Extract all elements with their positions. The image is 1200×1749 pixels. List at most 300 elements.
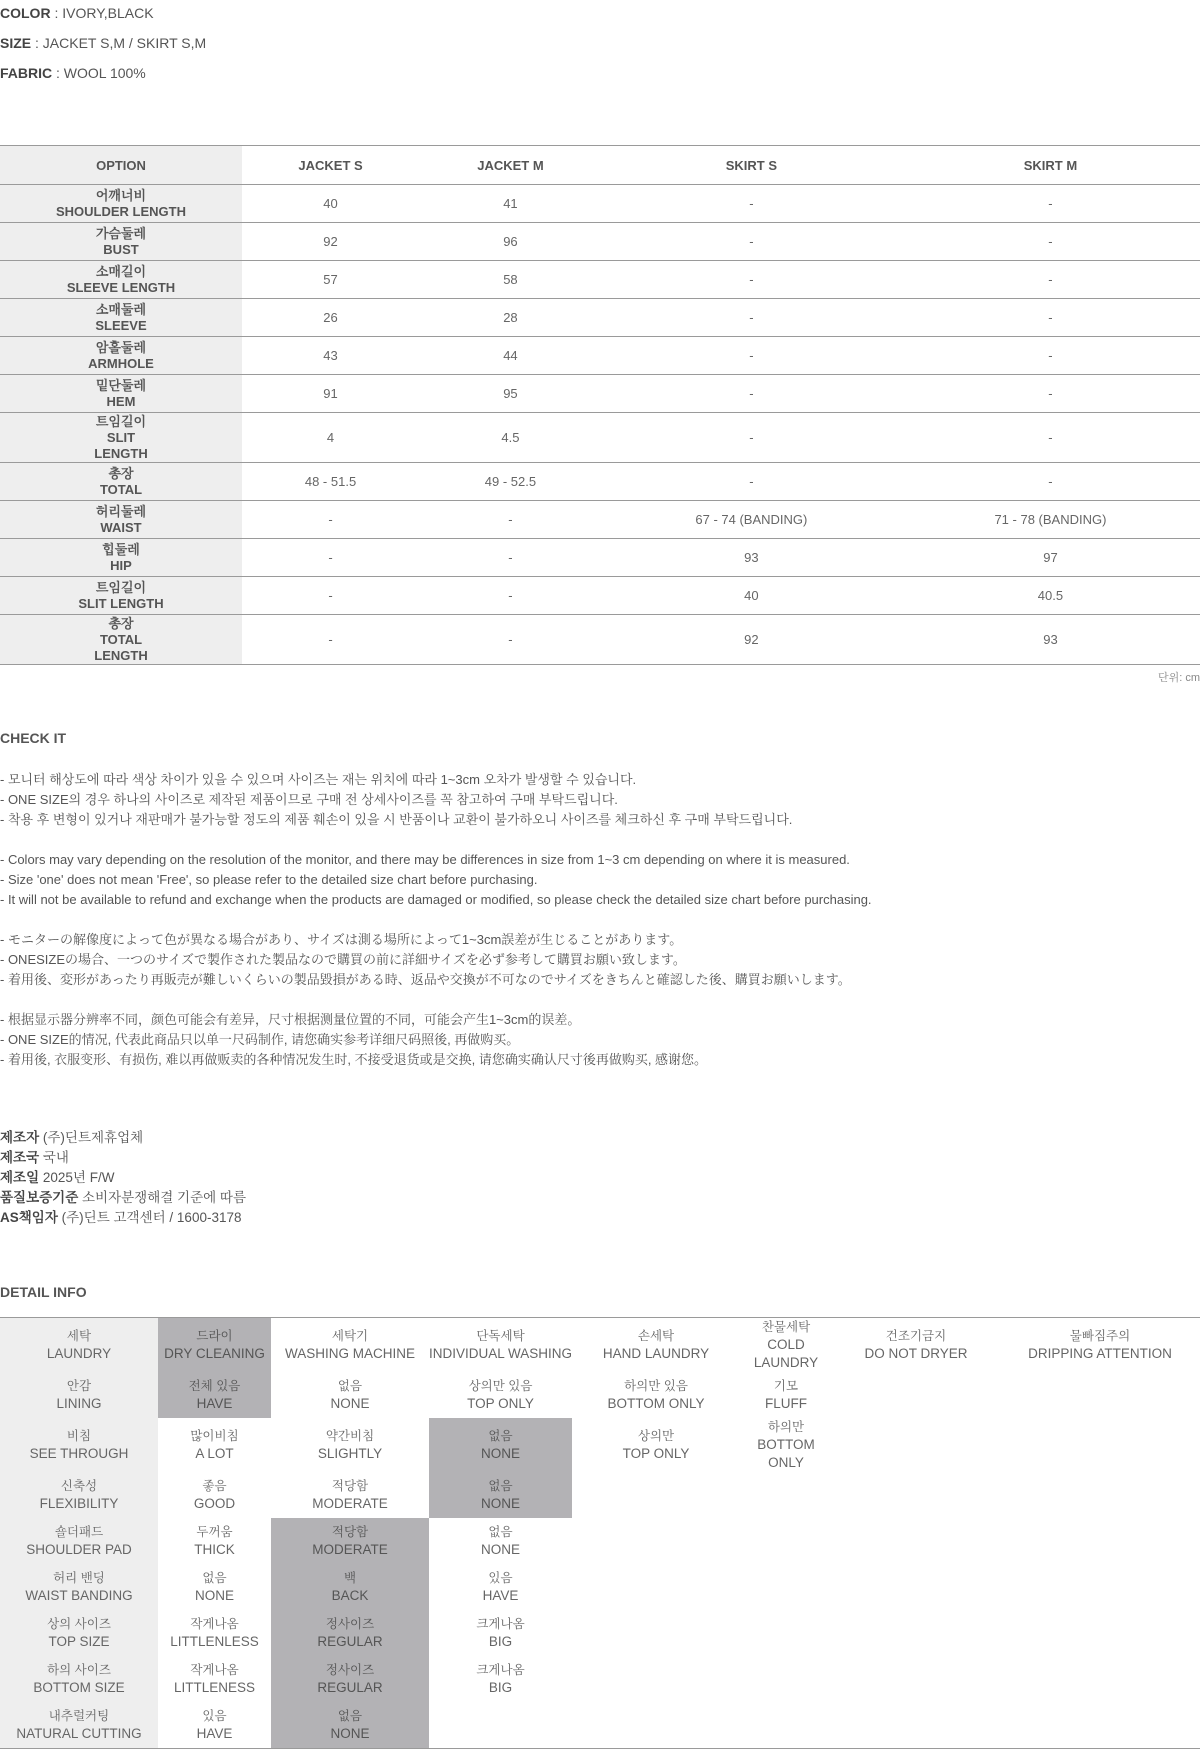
detail-option <box>1000 1564 1200 1610</box>
option-ko: 작게나옴 <box>190 1617 239 1631</box>
table-row <box>0 337 1200 375</box>
table-cell: 40 <box>602 577 901 615</box>
detail-option <box>740 1418 832 1472</box>
option-en: LITTLENLESS <box>170 1634 259 1649</box>
detail-option <box>158 1656 271 1702</box>
spec-label: COLOR <box>0 5 51 21</box>
row-label-en: ARMHOLE <box>88 355 154 371</box>
table-row <box>0 223 1200 261</box>
table-cell: - <box>901 413 1200 463</box>
option-ko: 크게나옴 <box>476 1663 525 1677</box>
detail-option <box>832 1656 1000 1702</box>
option-ko: 없음 <box>488 1525 513 1539</box>
row-label <box>0 299 242 337</box>
detail-option <box>158 1518 271 1564</box>
detail-option <box>572 1518 740 1564</box>
spec-value: : JACKET S,M / SKIRT S,M <box>31 35 207 51</box>
detail-option <box>1000 1418 1200 1472</box>
option-en: LITTLENESS <box>173 1680 256 1695</box>
note-line: - It will not be available to refund and exchange when the products are damaged or modified, so please check the detailed size chart before purchasing. <box>0 892 872 907</box>
info-label: AS책임자 <box>0 1210 58 1225</box>
header-jacket-s: JACKET S <box>242 146 419 185</box>
info-row <box>0 1128 246 1148</box>
detail-option <box>740 1472 832 1518</box>
detail-option <box>832 1318 1000 1373</box>
option-en: MODERATE <box>312 1542 388 1557</box>
detail-option <box>158 1564 271 1610</box>
detail-option <box>832 1564 1000 1610</box>
table-cell: - <box>419 539 602 577</box>
option-ko: 없음 <box>488 1429 513 1443</box>
table-cell: 49 - 52.5 <box>419 463 602 501</box>
detail-option <box>271 1472 429 1518</box>
option-ko: 없음 <box>202 1571 227 1585</box>
row-label-en: LENGTH <box>94 647 148 663</box>
detail-option <box>429 1656 572 1702</box>
detail-label <box>0 1518 158 1564</box>
detail-info-table <box>0 1317 1200 1749</box>
row-label-en: SLIT LENGTH <box>78 595 164 611</box>
detail-option <box>429 1372 572 1418</box>
detail-label <box>0 1472 158 1518</box>
option-en: NONE <box>194 1588 234 1603</box>
info-value: (주)딘트 고객센터 / 1600-3178 <box>57 1210 242 1225</box>
check-it-notes <box>0 770 872 1070</box>
option-en: NONE <box>480 1542 520 1557</box>
detail-row <box>0 1518 1200 1564</box>
detail-option <box>158 1418 271 1472</box>
detail-option <box>832 1372 1000 1418</box>
table-cell: - <box>242 615 419 665</box>
row-label-en: HIP <box>110 557 132 573</box>
table-cell: 58 <box>419 261 602 299</box>
option-ko: 좋음 <box>202 1479 227 1493</box>
spec-color <box>0 4 206 34</box>
option-en: HAND LAUNDRY <box>602 1346 710 1361</box>
detail-label <box>0 1656 158 1702</box>
detail-option <box>1000 1318 1200 1373</box>
info-value: 국내 <box>39 1150 69 1165</box>
detail-row <box>0 1702 1200 1749</box>
detail-option <box>158 1610 271 1656</box>
row-label-en: TOTAL <box>99 481 143 497</box>
detail-option-selected <box>271 1702 429 1749</box>
row-label <box>0 375 242 413</box>
row-label-en: LENGTH <box>94 445 148 461</box>
note-line: - ONE SIZE的情况, 代表此商品只以单一尺码制作, 请您确实参考详细尺码照後, 再做购买。 <box>0 1032 520 1047</box>
row-label-ko: 트임길이 <box>95 579 147 595</box>
option-ko: 정사이즈 <box>325 1617 375 1631</box>
option-en: NATURAL CUTTING <box>16 1726 142 1741</box>
detail-option <box>740 1372 832 1418</box>
detail-option <box>740 1518 832 1564</box>
row-label-ko: 힙둘레 <box>102 541 140 557</box>
option-en: BACK <box>331 1588 369 1603</box>
option-ko: 작게나옴 <box>190 1663 239 1677</box>
table-row <box>0 185 1200 223</box>
option-en: INDIVIDUAL WASHING <box>429 1346 573 1361</box>
detail-option-selected <box>158 1372 271 1418</box>
note-line: - 根据显示器分辨率不同，颜色可能会有差异，尺寸根据测量位置的不同，可能会产生1~3cm的误差。 <box>0 1012 581 1027</box>
row-label-en: SLEEVE LENGTH <box>66 279 176 295</box>
option-en: NONE <box>480 1496 520 1511</box>
detail-option <box>572 1318 740 1373</box>
detail-option <box>832 1702 1000 1749</box>
detail-option <box>572 1656 740 1702</box>
table-cell: 40 <box>242 185 419 223</box>
detail-label <box>0 1610 158 1656</box>
table-cell: - <box>602 375 901 413</box>
table-row <box>0 463 1200 501</box>
table-row <box>0 261 1200 299</box>
option-en: REGULAR <box>317 1634 383 1649</box>
option-ko: 하의 사이즈 <box>47 1663 111 1677</box>
detail-label <box>0 1372 158 1418</box>
option-en: SHOULDER PAD <box>26 1542 132 1557</box>
header-skirt-m: SKIRT M <box>901 146 1200 185</box>
info-row <box>0 1188 246 1208</box>
detail-option <box>572 1702 740 1749</box>
row-label <box>0 615 242 665</box>
detail-option <box>1000 1610 1200 1656</box>
option-ko: 허리 밴딩 <box>53 1571 105 1585</box>
table-cell: - <box>901 337 1200 375</box>
table-cell: 48 - 51.5 <box>242 463 419 501</box>
detail-option <box>832 1518 1000 1564</box>
option-ko: 크게나옴 <box>476 1617 525 1631</box>
option-ko: 많이비침 <box>190 1429 239 1443</box>
detail-option-selected <box>271 1610 429 1656</box>
detail-option-selected <box>158 1318 271 1373</box>
detail-option <box>429 1564 572 1610</box>
option-en: NONE <box>480 1446 520 1461</box>
option-en: LINING <box>56 1396 102 1411</box>
option-en: BOTTOM ONLY <box>757 1437 815 1470</box>
option-en: NONE <box>330 1726 370 1741</box>
detail-option <box>271 1372 429 1418</box>
table-cell: 41 <box>419 185 602 223</box>
table-row <box>0 539 1200 577</box>
spec-label: SIZE <box>0 35 32 51</box>
row-label <box>0 501 242 539</box>
row-label <box>0 413 242 463</box>
detail-option <box>271 1318 429 1373</box>
option-ko: 하의만 <box>767 1420 805 1434</box>
row-label-ko: 총장 <box>108 465 134 481</box>
row-label-ko: 암홀둘레 <box>95 339 147 355</box>
option-en: WAIST BANDING <box>25 1588 133 1603</box>
option-en: BIG <box>488 1680 513 1695</box>
table-cell: 97 <box>901 539 1200 577</box>
option-ko: 물빠짐주의 <box>1069 1329 1131 1343</box>
spec-fabric <box>0 64 206 94</box>
detail-option <box>740 1656 832 1702</box>
note-line: - Size 'one' does not mean 'Free', so please refer to the detailed size chart before purchasing. <box>0 872 538 887</box>
product-info <box>0 1128 246 1228</box>
table-row <box>0 501 1200 539</box>
option-ko: 드라이 <box>196 1329 233 1343</box>
option-en: DRY CLEANING <box>164 1346 265 1361</box>
option-en: TOP SIZE <box>48 1634 110 1649</box>
note-line: - 着用後, 衣服变形、有损伤, 难以再做贩卖的各种情况发生时, 不接受退货或是交换, 请您确实确认尺寸後再做购买, 感谢您。 <box>0 1052 708 1067</box>
table-cell: - <box>901 261 1200 299</box>
option-en: A LOT <box>195 1446 234 1461</box>
row-label-ko: 어깨너비 <box>95 187 147 203</box>
option-en: BOTTOM ONLY <box>607 1396 705 1411</box>
detail-option-selected <box>271 1656 429 1702</box>
detail-option <box>429 1702 572 1749</box>
detail-label <box>0 1564 158 1610</box>
table-cell: - <box>901 375 1200 413</box>
option-ko: 비침 <box>66 1429 92 1443</box>
header-jacket-m: JACKET M <box>419 146 602 185</box>
detail-option <box>271 1418 429 1472</box>
spec-size <box>0 34 206 64</box>
row-label <box>0 223 242 261</box>
detail-option <box>429 1610 572 1656</box>
table-row <box>0 615 1200 665</box>
option-ko: 신축성 <box>60 1479 98 1493</box>
option-en: TOP ONLY <box>467 1396 534 1411</box>
table-cell: - <box>419 501 602 539</box>
detail-option <box>158 1702 271 1749</box>
option-ko: 없음 <box>337 1709 363 1723</box>
table-cell: - <box>602 413 901 463</box>
option-ko: 없음 <box>488 1479 513 1493</box>
note-line: - ONESIZEの場合、一つのサイズで製作された製品なので購買の前に詳細サイズを必ず参考して購買お願い致します。 <box>0 952 686 967</box>
option-ko: 찬물세탁 <box>761 1320 811 1334</box>
option-en: DO NOT DRYER <box>864 1346 968 1361</box>
table-row <box>0 375 1200 413</box>
option-ko: 없음 <box>337 1379 363 1393</box>
detail-option <box>572 1372 740 1418</box>
detail-option <box>1000 1702 1200 1749</box>
row-label <box>0 463 242 501</box>
detail-option <box>429 1318 572 1373</box>
row-label-en: HEM <box>106 393 136 409</box>
detail-row <box>0 1418 1200 1472</box>
row-label-en: SLEEVE <box>95 317 147 333</box>
note-line: - 着用後、変形があったり再販売が難しいくらいの製品毀損がある時、返品や交換が不可なのでサイズをきちんと確認した後、購買お願いします。 <box>0 972 851 987</box>
option-en: NONE <box>330 1396 370 1411</box>
option-en: BIG <box>488 1634 513 1649</box>
detail-option <box>1000 1472 1200 1518</box>
row-label-en: SLIT <box>106 429 136 445</box>
detail-option <box>1000 1518 1200 1564</box>
row-label-en: BUST <box>103 241 139 257</box>
detail-option <box>740 1702 832 1749</box>
option-en: THICK <box>194 1542 235 1557</box>
note-line: - Colors may vary depending on the resolution of the monitor, and there may be differences in size from 1~3 cm depending on where it is measured. <box>0 852 850 867</box>
table-cell: - <box>602 185 901 223</box>
table-cell: 92 <box>602 615 901 665</box>
option-ko: 백 <box>343 1571 357 1585</box>
row-label-ko: 트임길이 <box>95 413 147 429</box>
table-cell: 28 <box>419 299 602 337</box>
table-cell: - <box>901 463 1200 501</box>
table-cell: - <box>242 539 419 577</box>
spec-value: : IVORY,BLACK <box>50 5 154 21</box>
option-ko: 전체 있음 <box>188 1379 241 1393</box>
option-en: WASHING MACHINE <box>284 1346 415 1361</box>
option-en: REGULAR <box>317 1680 383 1695</box>
header-skirt-s: SKIRT S <box>602 146 901 185</box>
option-en: GOOD <box>193 1496 236 1511</box>
detail-option-selected <box>429 1472 572 1518</box>
table-cell: - <box>419 577 602 615</box>
table-cell: - <box>602 463 901 501</box>
info-label: 제조국 <box>0 1150 40 1165</box>
option-ko: 정사이즈 <box>325 1663 375 1677</box>
detail-option <box>740 1610 832 1656</box>
info-value: (주)딘트제휴업체 <box>39 1130 144 1145</box>
row-label-ko: 허리둘레 <box>95 503 147 519</box>
row-label <box>0 539 242 577</box>
row-label <box>0 261 242 299</box>
table-cell: 92 <box>242 223 419 261</box>
size-table-header <box>0 146 1200 185</box>
option-en: SLIGHTLY <box>317 1446 383 1461</box>
detail-option <box>740 1318 832 1373</box>
note-line: - モニターの解像度によって色が異なる場合があり、サイズは測る場所によって1~3cm誤差が生じることがあります。 <box>0 932 683 947</box>
table-cell: 71 - 78 (BANDING) <box>901 501 1200 539</box>
header-option: OPTION <box>0 146 242 185</box>
row-label-ko: 소매둘레 <box>95 301 147 317</box>
table-cell: 40.5 <box>901 577 1200 615</box>
option-ko: 기모 <box>773 1379 799 1393</box>
option-ko: 두꺼움 <box>196 1525 233 1539</box>
detail-option <box>429 1518 572 1564</box>
note-line: - ONE SIZE의 경우 하나의 사이즈로 제작된 제품이므로 구매 전 상세사이즈를 꼭 참고하여 구매 부탁드립니다. <box>0 792 618 807</box>
table-row <box>0 299 1200 337</box>
option-ko: 있음 <box>488 1571 513 1585</box>
spec-value: : WOOL 100% <box>52 65 146 81</box>
option-ko: 상의만 <box>637 1429 675 1443</box>
option-ko: 상의 사이즈 <box>47 1617 111 1631</box>
table-cell: 95 <box>419 375 602 413</box>
option-en: HAVE <box>196 1396 233 1411</box>
table-row <box>0 577 1200 615</box>
option-en: LAUNDRY <box>46 1346 112 1361</box>
row-label <box>0 337 242 375</box>
row-label-en: TOTAL <box>99 631 143 647</box>
table-cell: 4 <box>242 413 419 463</box>
table-cell: - <box>602 223 901 261</box>
detail-option <box>1000 1656 1200 1702</box>
detail-row <box>0 1472 1200 1518</box>
option-en: TOP ONLY <box>622 1446 690 1461</box>
table-cell: - <box>602 261 901 299</box>
detail-option <box>832 1418 1000 1472</box>
option-en: DRIPPING ATTENTION <box>1028 1346 1172 1361</box>
option-en: FLUFF <box>765 1396 807 1411</box>
option-ko: 세탁기 <box>331 1329 369 1343</box>
option-ko: 하의만 있음 <box>624 1379 688 1393</box>
note-gap <box>0 910 872 930</box>
option-en: HAVE <box>196 1726 233 1741</box>
info-value: 2025년 F/W <box>39 1170 115 1185</box>
table-row <box>0 413 1200 463</box>
table-cell: 93 <box>901 615 1200 665</box>
row-label-ko: 총장 <box>108 615 134 631</box>
option-ko: 건조기금지 <box>885 1329 947 1343</box>
option-ko: 숄더패드 <box>54 1525 104 1539</box>
option-ko: 약간비침 <box>325 1429 375 1443</box>
detail-label <box>0 1318 158 1373</box>
info-row <box>0 1168 246 1188</box>
table-cell: 26 <box>242 299 419 337</box>
detail-option <box>158 1472 271 1518</box>
option-ko: 내추럴커팅 <box>48 1709 110 1723</box>
detail-row <box>0 1318 1200 1373</box>
detail-option <box>832 1472 1000 1518</box>
row-label <box>0 185 242 223</box>
table-cell: 96 <box>419 223 602 261</box>
option-ko: 안감 <box>66 1379 92 1393</box>
unit-note: 단위: cm <box>1157 672 1200 684</box>
row-label-ko: 가슴둘레 <box>95 225 147 241</box>
table-cell: - <box>242 501 419 539</box>
detail-option <box>740 1564 832 1610</box>
table-cell: 44 <box>419 337 602 375</box>
table-cell: 4.5 <box>419 413 602 463</box>
detail-option <box>572 1564 740 1610</box>
option-ko: 적당함 <box>331 1525 369 1539</box>
table-cell: 91 <box>242 375 419 413</box>
table-cell: - <box>901 185 1200 223</box>
table-cell: - <box>242 577 419 615</box>
note-line: - 착용 후 변형이 있거나 재판매가 불가능할 정도의 제품 훼손이 있을 시 반품이나 교환이 불가하오니 사이즈를 체크하신 후 구매 부탁드립니다. <box>0 812 793 827</box>
table-cell: - <box>602 337 901 375</box>
detail-option-selected <box>271 1518 429 1564</box>
detail-option <box>832 1610 1000 1656</box>
spec-label: FABRIC <box>0 65 53 81</box>
check-it-title: CHECK IT <box>0 730 67 746</box>
detail-info-title: DETAIL INFO <box>0 1284 87 1300</box>
option-en: SEE THROUGH <box>29 1446 129 1461</box>
detail-label <box>0 1702 158 1749</box>
table-cell: - <box>419 615 602 665</box>
option-ko: 단독세탁 <box>476 1329 525 1343</box>
detail-option-selected <box>271 1564 429 1610</box>
note-gap <box>0 830 872 850</box>
option-en: FLEXIBILITY <box>39 1496 119 1511</box>
option-ko: 적당함 <box>331 1479 369 1493</box>
row-label <box>0 577 242 615</box>
detail-option-selected <box>429 1418 572 1472</box>
detail-row <box>0 1564 1200 1610</box>
detail-option <box>572 1610 740 1656</box>
detail-label <box>0 1418 158 1472</box>
option-en: COLD LAUNDRY <box>753 1337 819 1370</box>
option-ko: 손세탁 <box>637 1329 675 1343</box>
option-ko: 있음 <box>202 1709 227 1723</box>
info-row <box>0 1148 246 1168</box>
option-ko: 상의만 있음 <box>468 1379 533 1393</box>
detail-row <box>0 1656 1200 1702</box>
row-label-en: WAIST <box>100 519 142 535</box>
detail-row <box>0 1610 1200 1656</box>
info-label: 품질보증기준 <box>0 1190 79 1205</box>
detail-option <box>572 1418 740 1472</box>
row-label-ko: 밑단둘레 <box>95 377 147 393</box>
note-line: - 모니터 해상도에 따라 색상 차이가 있을 수 있으며 사이즈는 재는 위치에 따라 1~3cm 오차가 발생할 수 있습니다. <box>0 772 637 787</box>
option-en: MODERATE <box>312 1496 388 1511</box>
table-cell: - <box>901 299 1200 337</box>
note-gap <box>0 990 872 1010</box>
table-cell: 57 <box>242 261 419 299</box>
row-label-ko: 소매길이 <box>95 263 147 279</box>
